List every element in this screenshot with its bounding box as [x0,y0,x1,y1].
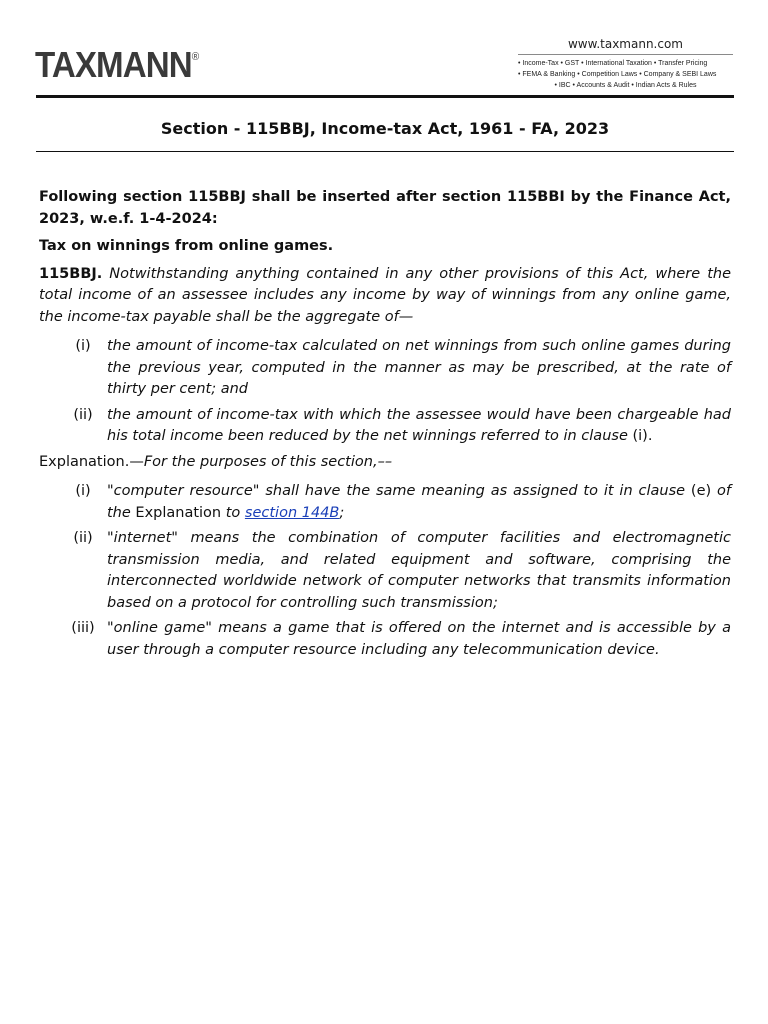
definition-list [39,481,731,661]
explanation [39,452,731,474]
section-heading: Tax on winnings from online games. [39,238,334,254]
list-item [39,618,731,661]
header-divider [518,54,733,55]
document-body [39,187,731,665]
list-item [39,528,731,614]
page-title: Section - 115BBJ, Income-tax Act, 1961 - FA, 2023 [160,119,610,138]
section-text: Notwithstanding anything contained in any other provisions of this Act, where the total income of an assessee includes any income by way of winnings from any online game, the income-tax payable shall be the aggregate of— [39,265,731,325]
definition-text: "computer resource" shall have the same meaning as assigned to it in clause (e) of the Explanation to section 144B; [107,483,731,521]
taxmann-logo: TAXMANN® [35,44,200,85]
clause-text: the amount of income-tax with which the assessee would have been chargeable had his total income been reduced by the net winnings referred to in clause (i). [107,406,731,444]
section-paragraph [39,264,731,329]
section-number: 115BBJ. [39,265,103,282]
list-item [39,481,731,524]
explanation-label: Explanation.— [39,453,144,470]
definition-text: "online game" means a game that is offered on the internet and is accessible by a user through a computer resource including any telecommunication device. [107,620,731,658]
intro-paragraph: Following section 115BBJ shall be inserted after section 115BBI by the Finance Act, 2023, w.e.f. 1-4-2024: [39,189,731,227]
list-item [39,405,731,448]
services-line-3: • IBC • Accounts & Audit • Indian Acts & Rules [554,82,697,89]
clause-number: (i) [75,338,91,354]
clause-text: the amount of income-tax calculated on net winnings from such online games during the previous year, computed in the manner as may be prescribed, at the rate of thirty per cent; and [107,338,731,397]
clause-list [39,336,731,448]
definition-number: (i) [75,483,91,499]
definition-number: (iii) [71,620,95,636]
explanation-text: For the purposes of this section,–– [143,453,393,470]
header-rule [36,95,734,98]
definition-text: "internet" means the combination of computer facilities and electromagnetic transmission media, and related equipment and software, comprising the interconnected worldwide network of computer networks that transmits information based on a protocol for controlling such transmission; [107,530,731,611]
section-144b-link[interactable]: section 144B [244,504,340,521]
services-line-1: • Income-Tax • GST • International Taxation • Transfer Pricing [518,60,708,67]
title-rule [36,151,734,152]
website-url: www.taxmann.com [567,37,683,51]
registered-mark: ® [191,51,200,63]
list-item [39,336,731,401]
header-info [518,37,733,91]
services-line-2: • FEMA & Banking • Competition Laws • Company & SEBI Laws [518,71,717,78]
clause-number: (ii) [73,406,93,423]
definition-number: (ii) [73,530,93,546]
